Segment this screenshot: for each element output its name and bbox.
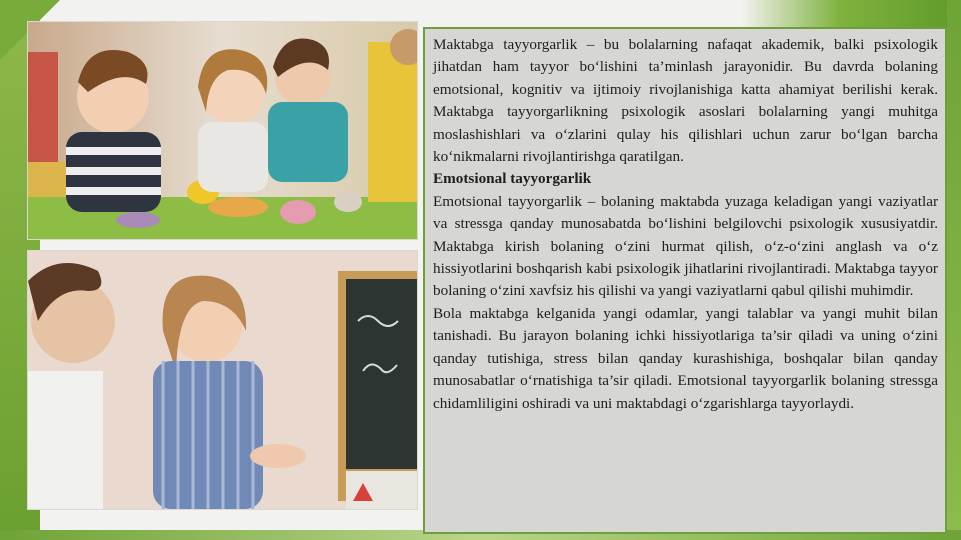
children-playing-illustration bbox=[28, 22, 417, 239]
school-adaptation-paragraph: Bola maktabga kelganida yangi odamlar, yangi talablar va yangi muhit bilan tanishadi. Bu jarayon bolaning ichki hissiyotlariga ta’sir qiladi va uning o‘zini qanday tutishiga, stress bilan qanday kurashishiga, boshqalar bilan qanday munosabatlar o‘rnatishiga ta’sir qiladi. Emotsional tayyorgarlik bolaning stressga chidamliligini oshiradi va uni maktabdagi o‘zgarishlarga tayyorlaydi. bbox=[433, 304, 938, 412]
intro-paragraph: Maktabga tayyorgarlik – bu bolalarning nafaqat akademik, balki psixologik jihatdan ham tayyor bo‘lishini ta’minlash jarayonidir. Bu davrda bolaning emotsional, kognitiv va ijtimoiy rivojlanishiga katta ahamiyat berilishi kerak. Maktabga tayyorgarlikning psixologik asoslari bolalarning yangi muhitga moslashishlari va o‘zlarini qulay his qilishlari uchun zarur bo‘lgan barcha ko‘nikmalarni rivojlantirishga qaratilgan. bbox=[433, 36, 938, 166]
emotional-readiness-paragraph: Emotsional tayyorgarlik – bolaning maktabda yuzaga keladigan yangi vaziyatlar va stressga qanday munosabatda bo‘lishini belgilovchi psixologik xususiyatdir. Maktabga kirish bolaning o‘zini hurmat qilish, o‘z-o‘zini anglash va o‘z hissiyotlarini boshqarish kabi psixologik jihatlarini rivojlantiradi. Maktabga tayyor bolaning o‘zini xavfsiz his qilishi va yangi vaziyatlarni qabul qilishi muhimdir. bbox=[433, 192, 938, 300]
children-playing-photo bbox=[27, 21, 418, 240]
top-right-green-band bbox=[741, 0, 961, 30]
teacher-and-girl-photo bbox=[27, 250, 418, 510]
teacher-and-girl-illustration bbox=[28, 251, 417, 509]
right-green-bar bbox=[947, 0, 961, 540]
text-panel bbox=[423, 27, 947, 534]
section-heading: Emotsional tayyorgarlik bbox=[433, 170, 592, 188]
